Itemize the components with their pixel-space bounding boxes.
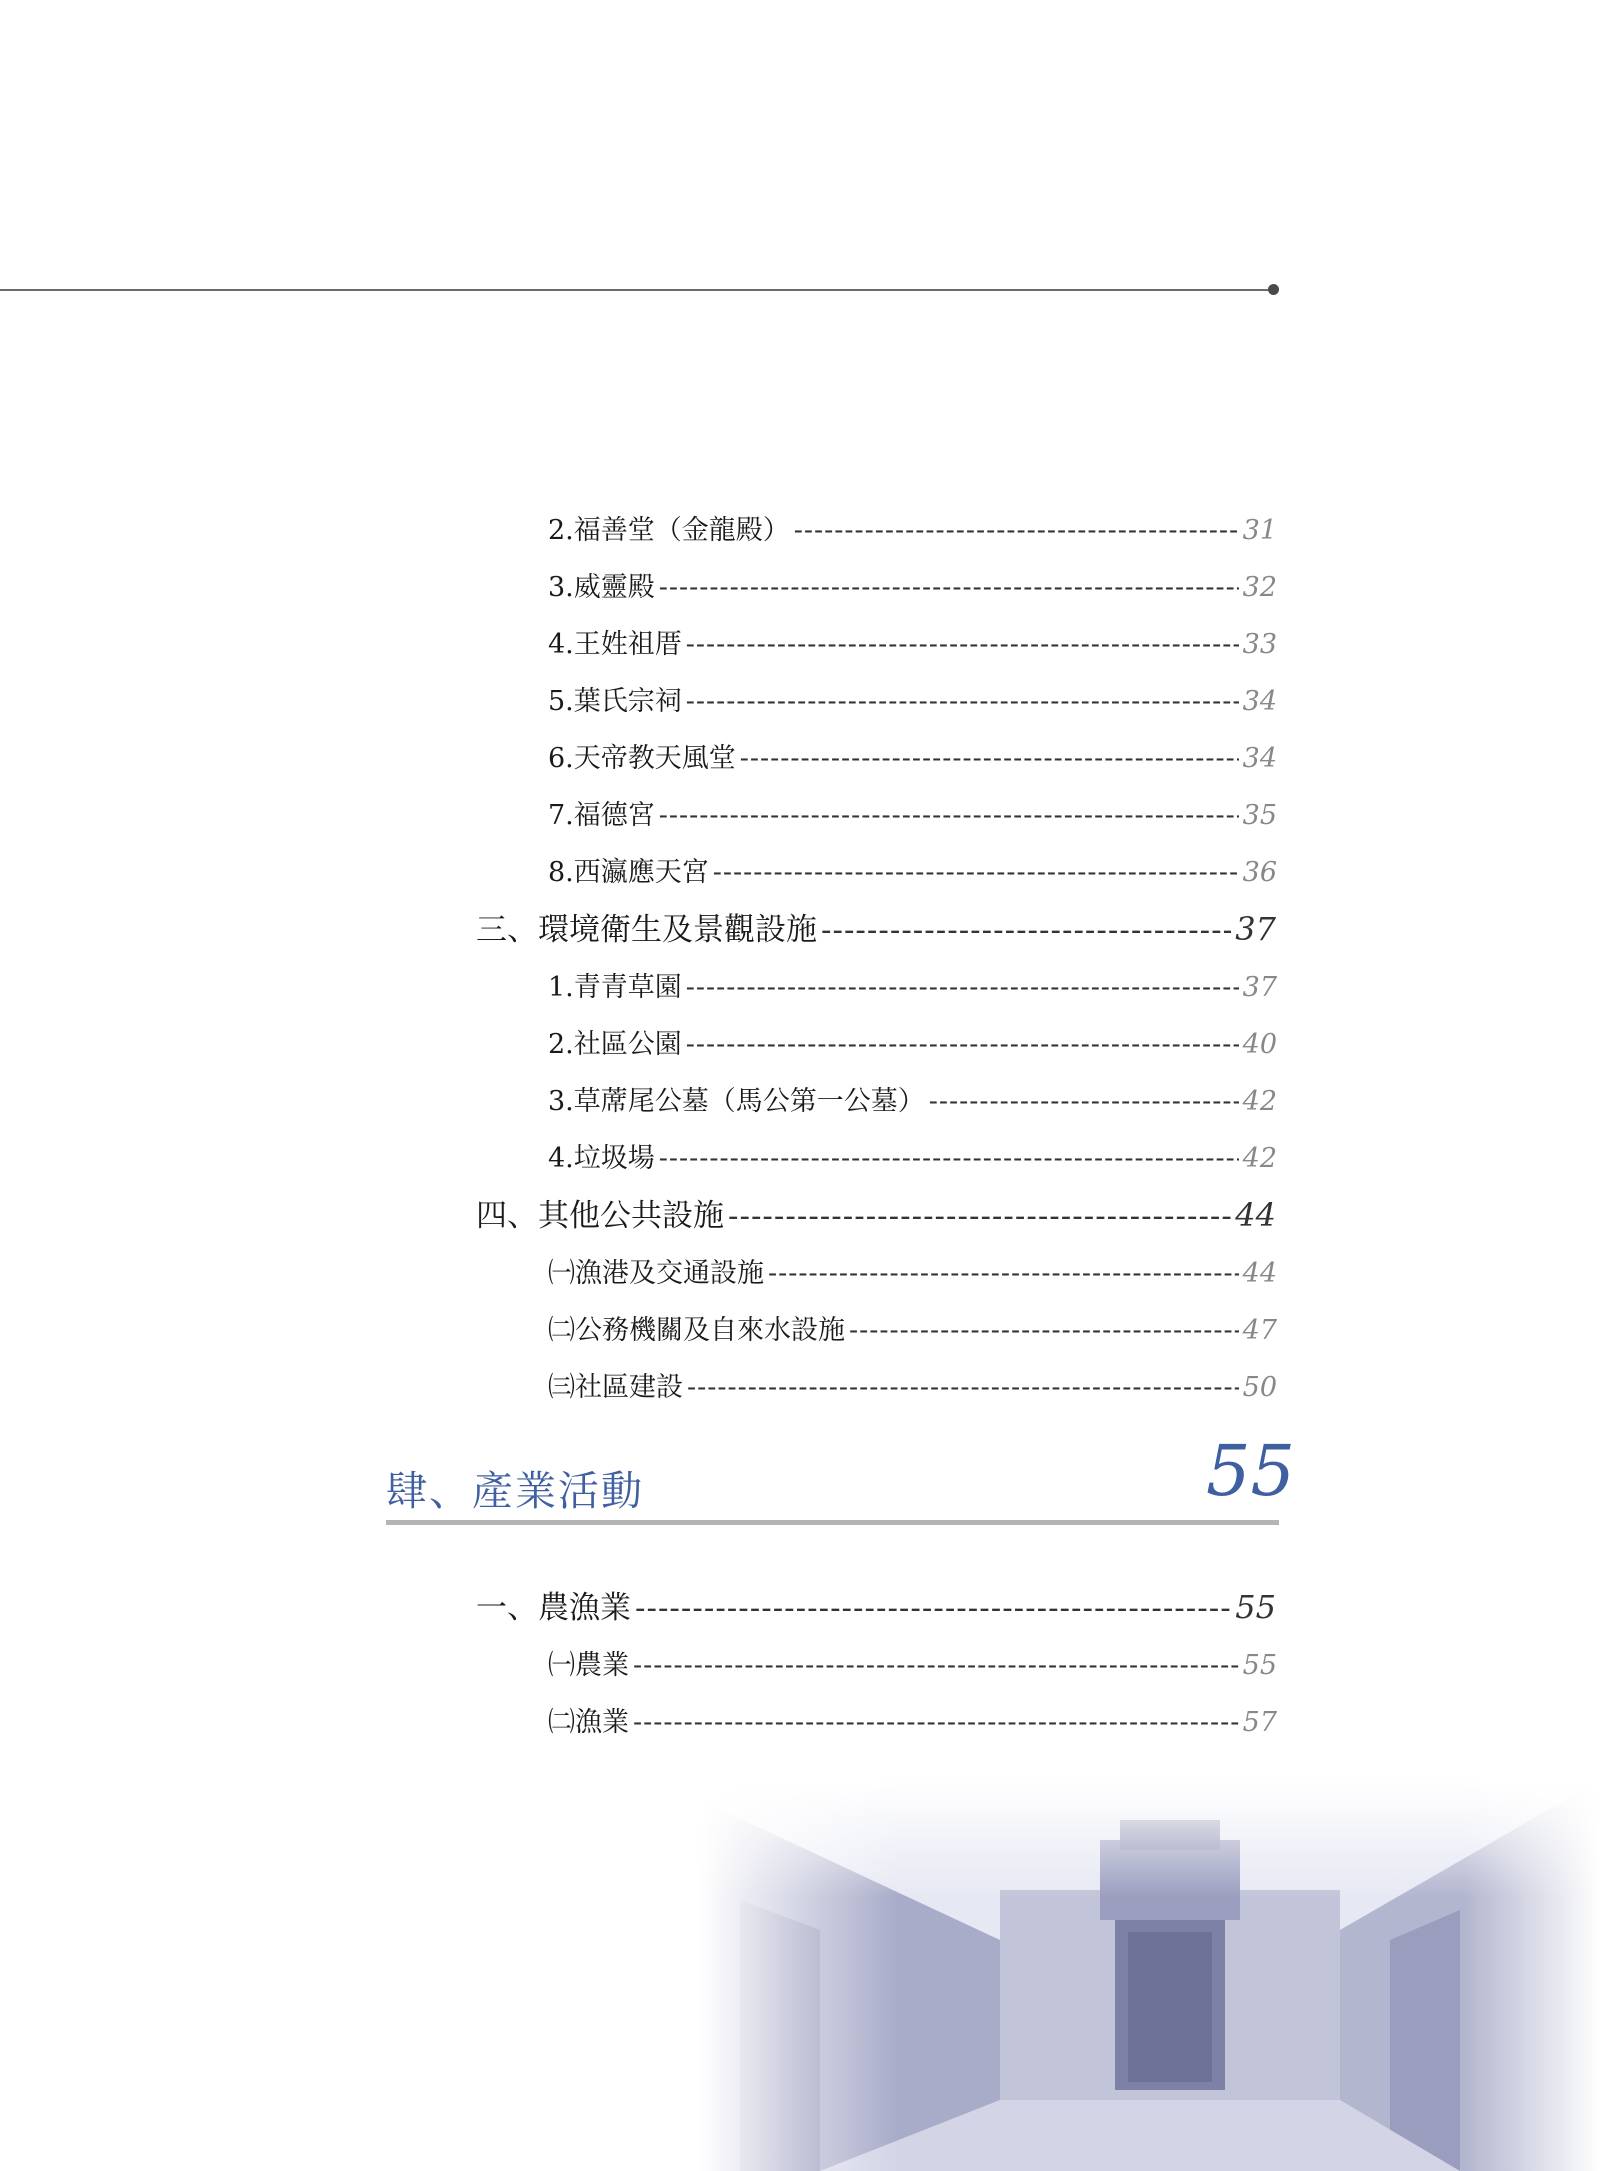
toc-entry-page: 33 (1242, 629, 1277, 660)
toc-section-page: 44 (1235, 1196, 1276, 1234)
leader-dots (794, 515, 1239, 546)
toc-entry-label: 2.福善堂（金龍殿） (548, 515, 790, 546)
toc-entry[interactable] (548, 1308, 1277, 1348)
toc-entry-label: 1.青青草園 (548, 972, 682, 1003)
toc-section-label: 三、環境衛生及景觀設施 (476, 912, 817, 948)
toc-section-label: 四、其他公共設施 (476, 1198, 724, 1234)
toc-entry-page: 42 (1242, 1143, 1277, 1174)
toc-entry-label: ㈡漁業 (548, 1707, 629, 1738)
leader-dots (849, 1315, 1239, 1346)
toc-section[interactable] (476, 1190, 1276, 1234)
toc-entry-label: 4.王姓祖厝 (548, 629, 682, 660)
toc-entry[interactable] (548, 1643, 1277, 1683)
toc-entry-label: ㈠農業 (548, 1650, 629, 1681)
toc-entry-page: 31 (1242, 515, 1277, 546)
toc-entry-page: 35 (1242, 800, 1277, 831)
leader-dots (659, 572, 1239, 603)
toc-entry[interactable] (548, 679, 1277, 719)
toc-entry-label: 3.草蓆尾公墓（馬公第一公墓） (548, 1086, 925, 1117)
leader-dots (659, 1143, 1239, 1174)
toc-entry-label: ㈡公務機關及自來水設施 (548, 1315, 845, 1346)
toc-entry-page: 40 (1242, 1029, 1277, 1060)
toc-entry[interactable] (548, 622, 1277, 662)
leader-dots (728, 1198, 1231, 1234)
toc-entry-page: 34 (1242, 686, 1277, 717)
leader-dots (740, 743, 1239, 774)
toc-entry-page: 57 (1242, 1707, 1277, 1738)
toc-entry-page: 42 (1242, 1086, 1277, 1117)
leader-dots (687, 1372, 1239, 1403)
toc-entry[interactable] (548, 736, 1277, 776)
toc-entry-label: ㈢社區建設 (548, 1372, 683, 1403)
toc-entry-label: ㈠漁港及交通設施 (548, 1258, 764, 1289)
courtyard-photo (700, 1780, 1600, 2171)
toc-entry-page: 34 (1242, 743, 1277, 774)
toc-entry-page: 50 (1242, 1372, 1277, 1403)
chapter-rule (386, 1520, 1279, 1525)
toc-entry-page: 55 (1242, 1650, 1277, 1681)
toc-entry-label: 3.威靈殿 (548, 572, 655, 603)
leader-dots (768, 1258, 1239, 1289)
toc-entry-label: 6.天帝教天風堂 (548, 743, 736, 774)
toc-entry-page: 32 (1242, 572, 1277, 603)
leader-dots (686, 972, 1239, 1003)
leader-dots (821, 912, 1231, 948)
leader-dots (713, 857, 1239, 888)
leader-dots (635, 1590, 1231, 1626)
toc-entry-page: 47 (1242, 1315, 1277, 1346)
toc-entry[interactable] (548, 1136, 1277, 1176)
leader-dots (929, 1086, 1239, 1117)
toc-entry-page: 37 (1242, 972, 1277, 1003)
toc-entry[interactable] (548, 1700, 1277, 1740)
toc-entry-page: 44 (1242, 1258, 1277, 1289)
toc-section-page: 55 (1235, 1588, 1276, 1626)
toc-entry[interactable] (548, 1251, 1277, 1291)
toc-entry[interactable] (548, 793, 1277, 833)
toc-entry[interactable] (548, 1365, 1277, 1405)
toc-entry-label: 5.葉氏宗祠 (548, 686, 682, 717)
toc-section-label: 一、農漁業 (476, 1590, 631, 1626)
toc-section[interactable] (476, 1582, 1276, 1626)
toc-entry-label: 8.西瀛應天宮 (548, 857, 709, 888)
toc-entry-page: 36 (1242, 857, 1277, 888)
leader-dots (686, 1029, 1239, 1060)
toc-entry[interactable] (548, 508, 1277, 548)
leader-dots (633, 1707, 1239, 1738)
toc-section-page: 37 (1235, 910, 1276, 948)
toc-entry-label: 4.垃圾場 (548, 1143, 655, 1174)
leader-dots (659, 800, 1239, 831)
leader-dots (686, 686, 1239, 717)
courtyard-illustration (700, 1780, 1600, 2171)
chapter-title[interactable]: 肆、產業活動 (386, 1467, 644, 1515)
leader-dots (633, 1650, 1239, 1681)
toc-entry-label: 7.福德宮 (548, 800, 655, 831)
leader-dots (686, 629, 1239, 660)
toc-entry[interactable] (548, 1079, 1277, 1119)
toc-entry[interactable] (548, 850, 1277, 890)
toc-entry[interactable] (548, 565, 1277, 605)
toc-entry-label: 2.社區公園 (548, 1029, 682, 1060)
toc-section[interactable] (476, 904, 1276, 948)
toc-entry[interactable] (548, 965, 1277, 1005)
toc-entry[interactable] (548, 1022, 1277, 1062)
chapter-page-number: 55 (1206, 1430, 1296, 1512)
